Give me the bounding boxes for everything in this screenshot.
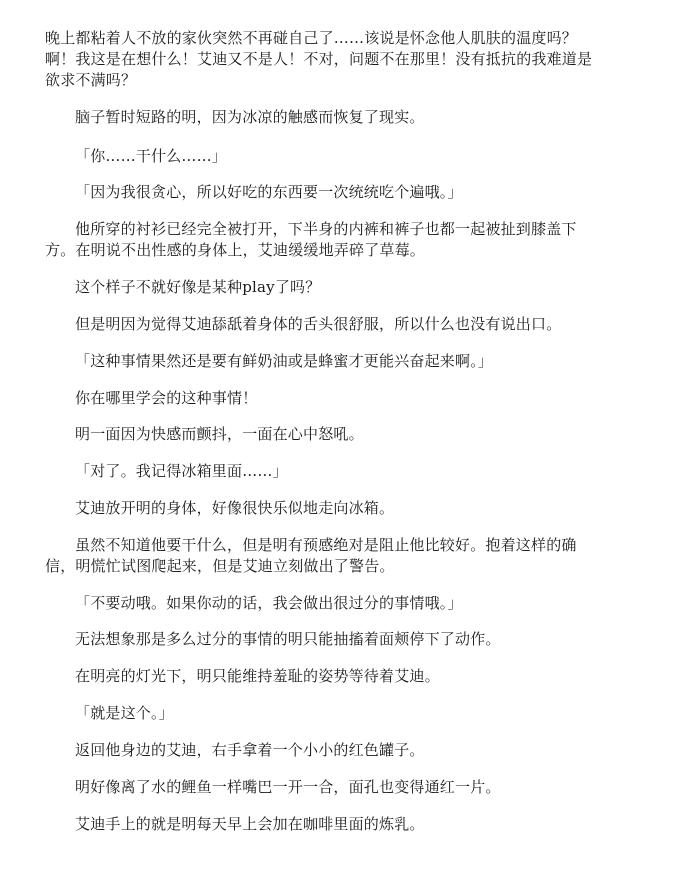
paragraph-line: 这个样子不就好像是某种play了吗？: [75, 278, 321, 296]
paragraph-line: 明一面因为快感而颤抖，一面在心中怒吼。: [75, 425, 364, 443]
paragraph-line: 啊！我这是在想什么！艾迪又不是人！不对，问题不在那里！没有抵抗的我难道是: [45, 50, 593, 68]
paragraph-line: 「你……干什么……」: [75, 147, 228, 165]
paragraph-line: 艾迪放开明的身体，好像很快乐似地走向冰箱。: [75, 499, 395, 517]
paragraph-line: 「因为我很贪心，所以好吃的东西要一次统统吃个遍哦。」: [75, 183, 463, 201]
paragraph-line: 欲求不满吗？: [45, 71, 137, 89]
paragraph-line: 信，明慌忙试图爬起来，但是艾迪立刻做出了警告。: [45, 557, 395, 575]
paragraph-line: 艾迪手上的就是明每天早上会加在咖啡里面的炼乳。: [75, 815, 425, 833]
paragraph-line: 但是明因为觉得艾迪舔舐着身体的舌头很舒服，所以什么也没有说出口。: [75, 315, 562, 333]
paragraph-line: 返回他身边的艾迪，右手拿着一个小小的红色罐子。: [75, 741, 425, 759]
paragraph-line: 「这种事情果然还是要有鲜奶油或是蜂蜜才更能兴奋起来啊。」: [75, 352, 494, 370]
paragraph-line: 虽然不知道他要干什么，但是明有预感绝对是阻止他比较好。抱着这样的确: [75, 536, 577, 554]
paragraph-line: 明好像离了水的鲤鱼一样嘴巴一开一合，面孔也变得通红一片。: [75, 778, 501, 796]
paragraph-line: 脑子暂时短路的明，因为冰凉的触感而恢复了现实。: [75, 108, 425, 126]
paragraph-line: 在明亮的灯光下，明只能维持羞耻的姿势等待着艾迪。: [75, 667, 440, 685]
paragraph-line: 「对了。我记得冰箱里面……」: [75, 462, 288, 480]
paragraph-line: 「不要动哦。如果你动的话，我会做出很过分的事情哦。」: [75, 594, 463, 612]
paragraph-line: 晚上都粘着人不放的家伙突然不再碰自己了……该说是怀念他人肌肤的温度吗？: [45, 29, 578, 47]
paragraph-line: 方。在明说不出性感的身体上，艾迪缓缓地弄碎了草莓。: [45, 241, 426, 259]
paragraph-line: 你在哪里学会的这种事情！: [75, 389, 258, 407]
paragraph-line: 他所穿的衬衫已经完全被打开，下半身的内裤和裤子也都一起被扯到膝盖下: [75, 220, 577, 238]
paragraph-line: 「就是这个。」: [75, 704, 174, 722]
paragraph-line: 无法想象那是多么过分的事情的明只能抽搐着面颊停下了动作。: [75, 630, 501, 648]
